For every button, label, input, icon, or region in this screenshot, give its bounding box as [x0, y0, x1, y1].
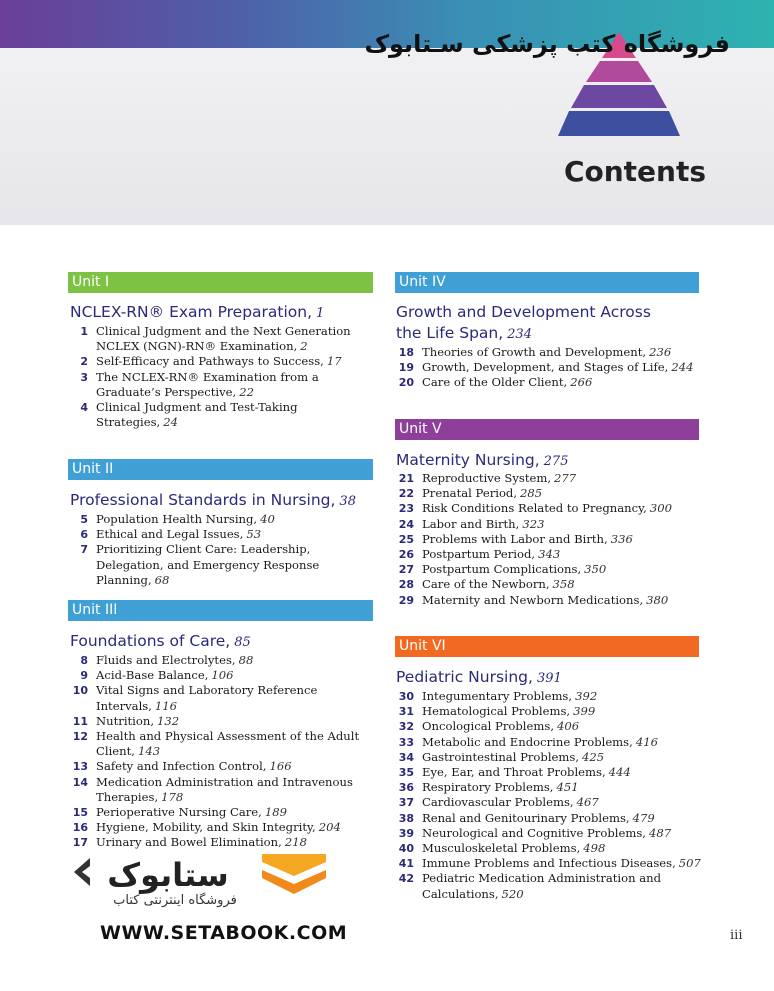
chapter-entry [396, 780, 706, 795]
chapter-entry [396, 765, 706, 780]
chapter-title-text: Eye, Ear, and Throat Problems, [422, 765, 606, 780]
chapter-number: 20 [398, 376, 414, 390]
chapter-title-text: Safety and Infection Control, [96, 759, 267, 774]
chapter-title [96, 668, 380, 683]
chapter-page: 204 [318, 820, 341, 835]
chapter-title-text: Clinical Judgment and Test-Taking Strategies, [96, 400, 298, 430]
chapter-title-text: Acid-Base Balance, [96, 668, 209, 683]
chapter-title [422, 562, 706, 577]
chapter-title [96, 820, 380, 835]
chapter-title [422, 735, 706, 750]
chapter-entry [70, 729, 380, 759]
chapter-title [422, 765, 706, 780]
chapter-page: 178 [161, 789, 184, 804]
chapter-page: 406 [557, 719, 580, 734]
chapter-entry [396, 735, 706, 750]
chapter-number: 31 [398, 705, 414, 719]
chapter-title [96, 759, 380, 774]
chapter-number: 29 [398, 593, 414, 607]
chapter-page: 24 [163, 415, 178, 430]
chapter-entry [396, 841, 706, 856]
chapter-page: 479 [632, 810, 655, 825]
chapter-number: 39 [398, 826, 414, 840]
chapter-page: 451 [556, 780, 579, 795]
chapter-title-text: Renal and Genitourinary Problems, [422, 810, 630, 825]
chapter-title-text: Clinical Judgment and the Next Generation NCLEX (NGN)-RN® Examination, [96, 324, 351, 354]
chapter-entry [70, 653, 380, 668]
chapter-page: 244 [671, 360, 694, 375]
chapter-number: 37 [398, 796, 414, 810]
chapter-title [422, 360, 706, 375]
chapter-entry [70, 668, 380, 683]
chapter-title-text: Reproductive System, [422, 471, 552, 485]
chapter-entry [396, 826, 706, 841]
chapter-page: 343 [538, 547, 561, 562]
chapter-page: 467 [576, 795, 599, 810]
chapter-title [96, 775, 380, 805]
chapter-title [96, 714, 380, 729]
chapter-title-text: Hematological Problems, [422, 704, 571, 719]
chapter-title [96, 324, 380, 354]
unit-title-text: Maternity Nursing, [396, 451, 540, 469]
chapter-title [422, 375, 706, 390]
chapter-page: 88 [238, 653, 254, 667]
chapter-number: 36 [398, 781, 414, 795]
chapter-title [422, 593, 706, 608]
chapter-title-text: Population Health Nursing, [96, 512, 258, 526]
unit-title [70, 490, 375, 512]
chapter-entry [70, 759, 380, 774]
chapter-title-text: Urinary and Bowel Elimination, [96, 835, 282, 850]
chapter-page: 22 [239, 384, 254, 399]
chapter-title [422, 795, 706, 810]
chapter-number: 27 [398, 563, 414, 577]
chapter-entry [396, 471, 706, 486]
chapter-entry [396, 345, 706, 360]
chapter-page: 380 [646, 592, 669, 607]
chapter-title-text: Nutrition, [96, 713, 155, 728]
chapter-entry [396, 704, 706, 719]
chapter-entry [70, 683, 380, 713]
chapter-page: 358 [552, 577, 575, 592]
chapter-entry [70, 512, 380, 527]
chapter-page: 166 [269, 759, 292, 774]
chapter-title [422, 780, 706, 795]
chapter-title [422, 486, 706, 501]
chapter-title [422, 577, 706, 592]
chapter-title-text: Labor and Birth, [422, 516, 520, 531]
chapter-entry [70, 805, 380, 820]
chapter-entry [70, 714, 380, 729]
chapter-number: 5 [80, 513, 88, 526]
chapter-title-text: Postpartum Period, [422, 547, 536, 562]
chapter-title-text: Theories of Growth and Development, [422, 345, 647, 359]
chapter-entry [396, 719, 706, 734]
chapter-number: 18 [398, 346, 414, 359]
chapter-number: 15 [72, 806, 88, 820]
chapter-number: 22 [398, 487, 414, 501]
chapter-number: 12 [72, 730, 88, 744]
chapter-entry [396, 547, 706, 562]
chapter-number: 13 [72, 760, 88, 774]
chapter-page: 106 [211, 668, 234, 683]
chapter-number: 7 [80, 543, 88, 557]
chapter-title [96, 729, 380, 759]
chapter-page: 218 [284, 835, 307, 850]
chapter-entry [70, 324, 380, 354]
chapter-number: 38 [398, 811, 414, 825]
chapter-title-text: The NCLEX-RN® Examination from a Graduate’s Perspective, [96, 369, 319, 399]
chapter-page: 132 [157, 713, 180, 728]
chapter-entry [396, 532, 706, 547]
chapter-title [96, 354, 380, 369]
unit-title-text: NCLEX-RN® Exam Preparation, [70, 303, 313, 321]
chapter-list [70, 653, 380, 851]
chapter-entry [396, 795, 706, 810]
chapter-title-text: Respiratory Problems, [422, 780, 554, 795]
chapter-number: 3 [80, 370, 88, 384]
chapter-page: 498 [583, 841, 606, 856]
chapter-title [422, 811, 706, 826]
chapter-entry [396, 486, 706, 501]
chapter-page: 17 [326, 354, 342, 369]
chapter-entry [396, 750, 706, 765]
chapter-number: 24 [398, 517, 414, 531]
unit-title [70, 631, 375, 653]
chapter-number: 26 [398, 548, 414, 562]
chapter-title [422, 501, 706, 516]
chapter-entry [396, 871, 706, 901]
chapter-entry [396, 811, 706, 826]
chapter-entry [70, 400, 380, 430]
chapter-title [422, 719, 706, 734]
chapter-page: 53 [246, 527, 262, 542]
chapter-title-text: Problems with Labor and Birth, [422, 531, 608, 546]
chapter-number: 28 [398, 578, 414, 592]
chapter-title [422, 871, 706, 901]
chapter-title [422, 750, 706, 765]
chapter-title [422, 471, 706, 486]
chapter-number: 42 [398, 872, 414, 886]
chapter-title-text: Prenatal Period, [422, 486, 518, 501]
chapter-number: 8 [80, 654, 88, 667]
chapter-title [96, 805, 380, 820]
unit-title [396, 667, 696, 689]
chapter-number: 10 [72, 684, 88, 698]
chapter-title [422, 841, 706, 856]
chapter-entry [396, 689, 706, 704]
chapter-title-text: Hygiene, Mobility, and Skin Integrity, [96, 820, 316, 835]
chapter-title [96, 370, 380, 400]
chapter-number: 6 [80, 528, 88, 542]
chapter-entry [70, 527, 380, 542]
chapter-number: 17 [72, 836, 88, 850]
unit-title [396, 450, 696, 472]
chapter-entry [396, 577, 706, 592]
chapter-title-text: Pediatric Medication Administration and Calculations, [422, 871, 662, 901]
unit-title-text: Foundations of Care, [70, 632, 231, 650]
chapter-page: 336 [610, 531, 633, 546]
chapter-title [422, 345, 706, 360]
unit-title-text: Growth and Development Across the Life Span, [396, 303, 651, 342]
chapter-title-text: Medication Administration and Intravenous Therapies, [96, 774, 353, 804]
chapter-number: 41 [398, 857, 414, 871]
chapter-title [96, 542, 380, 588]
chapter-list [70, 512, 380, 588]
chapter-number: 1 [80, 325, 88, 338]
chapter-number: 23 [398, 502, 414, 516]
chapter-page: 236 [649, 345, 672, 359]
chapter-title [96, 653, 380, 668]
chapter-entry [396, 593, 706, 608]
unit-title-text: Professional Standards in Nursing, [70, 491, 336, 509]
unit-label: Unit III [68, 600, 373, 621]
chapter-number: 9 [80, 669, 88, 683]
chapter-number: 30 [398, 690, 414, 703]
unit-title-text: Pediatric Nursing, [396, 668, 533, 686]
page-title: Contents [563, 155, 707, 188]
chapter-list [396, 689, 706, 902]
shop-subtitle: فروشگاه اینترنتی کتاب [113, 893, 237, 908]
chapter-page: 116 [154, 698, 178, 713]
chapter-title [422, 689, 706, 704]
unit-page: 234 [507, 327, 532, 342]
chapter-entry [396, 360, 706, 375]
chapter-list [70, 324, 380, 430]
chapter-page: 444 [608, 765, 631, 780]
chapter-entry [70, 820, 380, 835]
chapter-page: 266 [570, 375, 593, 390]
chapter-title-text: Maternity and Newborn Medications, [422, 592, 644, 607]
chapter-list [396, 471, 706, 608]
chapter-title-text: Care of the Older Client, [422, 375, 568, 390]
chapter-entry [396, 517, 706, 532]
chapter-title-text: Immune Problems and Infectious Diseases, [422, 856, 676, 871]
chapter-number: 21 [398, 472, 414, 485]
unit-page: 391 [536, 671, 562, 686]
chapter-number: 35 [398, 766, 414, 780]
chapter-number: 2 [80, 355, 88, 369]
chapter-title-text: Metabolic and Endocrine Problems, [422, 734, 633, 749]
chapter-number: 11 [72, 714, 88, 728]
chapter-page: 487 [648, 825, 672, 840]
site-url: WWW.SETABOOK.COM [100, 922, 348, 944]
chapter-title [422, 856, 706, 871]
chapter-title-text: Care of the Newborn, [422, 577, 550, 592]
unit-label: Unit VI [395, 636, 699, 657]
unit-page: 85 [234, 635, 251, 650]
chapter-number: 33 [398, 735, 414, 749]
unit-label: Unit I [68, 272, 373, 293]
chapter-number: 40 [398, 842, 414, 856]
chapter-page: 189 [264, 805, 287, 820]
unit-title [396, 302, 656, 345]
unit-label: Unit IV [395, 272, 699, 293]
chapter-title-text: Vital Signs and Laboratory Reference Intervals, [96, 683, 318, 713]
shop-title: فروشگاه کتب پزشکی سـتابوک [364, 30, 730, 58]
unit-page: 1 [316, 306, 325, 321]
chapter-title-text: Gastrointestinal Problems, [422, 749, 580, 764]
logo-text: ستابوک [107, 856, 229, 894]
chapter-title-text: Prioritizing Client Care: Leadership, Delegation, and Emergency Response Planning, [96, 542, 320, 587]
chapter-title-text: Risk Conditions Related to Pregnancy, [422, 501, 647, 516]
chapter-title-text: Oncological Problems, [422, 719, 555, 734]
unit-title [70, 302, 375, 324]
chapter-page: 425 [582, 749, 605, 764]
chapter-entry [70, 542, 380, 588]
chapter-number: 16 [72, 821, 88, 835]
page-number: iii [730, 928, 743, 943]
chapter-entry [396, 562, 706, 577]
chapter-entry [396, 856, 706, 871]
chapter-title-text: Integumentary Problems, [422, 689, 573, 703]
chapter-title [422, 517, 706, 532]
chapter-title-text: Self-Efficacy and Pathways to Success, [96, 354, 324, 369]
chapter-entry [70, 370, 380, 400]
chapter-page: 40 [260, 512, 275, 526]
chapter-page: 520 [501, 886, 524, 901]
chapter-number: 19 [398, 361, 414, 375]
unit-page: 38 [339, 494, 356, 509]
unit-label: Unit II [68, 459, 373, 480]
chapter-page: 285 [520, 486, 543, 501]
chapter-page: 143 [137, 744, 161, 759]
chapter-title [422, 547, 706, 562]
chapter-title-text: Perioperative Nursing Care, [96, 805, 262, 820]
chapter-title-text: Health and Physical Assessment of the Adult Client, [96, 729, 360, 759]
chapter-title-text: Growth, Development, and Stages of Life, [422, 360, 669, 375]
chapter-entry [70, 354, 380, 369]
chapter-number: 32 [398, 720, 414, 734]
chapter-page: 350 [584, 562, 607, 577]
chapter-page: 399 [573, 704, 596, 719]
chapter-page: 277 [554, 471, 577, 485]
chapter-page: 416 [635, 734, 658, 749]
chapter-page: 2 [300, 339, 308, 354]
chapter-title [96, 512, 380, 527]
chapter-title-text: Ethical and Legal Issues, [96, 527, 244, 542]
chapter-number: 25 [398, 532, 414, 546]
unit-label: Unit V [395, 419, 699, 440]
chapter-title [422, 704, 706, 719]
chapter-title [96, 400, 380, 430]
chapter-title-text: Musculoskeletal Problems, [422, 841, 581, 856]
chapter-entry [70, 775, 380, 805]
chapter-entry [396, 375, 706, 390]
chapter-title-text: Neurological and Cognitive Problems, [422, 825, 646, 840]
chapter-title [96, 683, 380, 713]
chapter-number: 34 [398, 750, 414, 764]
chapter-entry [396, 501, 706, 516]
chapter-page: 323 [522, 516, 545, 531]
chapter-title [422, 826, 706, 841]
chapter-title-text: Postpartum Complications, [422, 562, 582, 577]
chapter-title [96, 527, 380, 542]
chapter-list [396, 345, 706, 391]
chapter-page: 392 [575, 689, 598, 703]
chapter-page: 68 [154, 572, 170, 587]
chapter-title [422, 532, 706, 547]
chapter-page: 507 [678, 856, 701, 871]
chapter-number: 14 [72, 775, 88, 789]
chapter-title-text: Cardiovascular Problems, [422, 795, 574, 810]
chapter-number: 4 [80, 401, 88, 415]
chapter-title-text: Fluids and Electrolytes, [96, 653, 236, 667]
chapter-page: 300 [649, 501, 672, 516]
unit-page: 275 [543, 454, 569, 469]
